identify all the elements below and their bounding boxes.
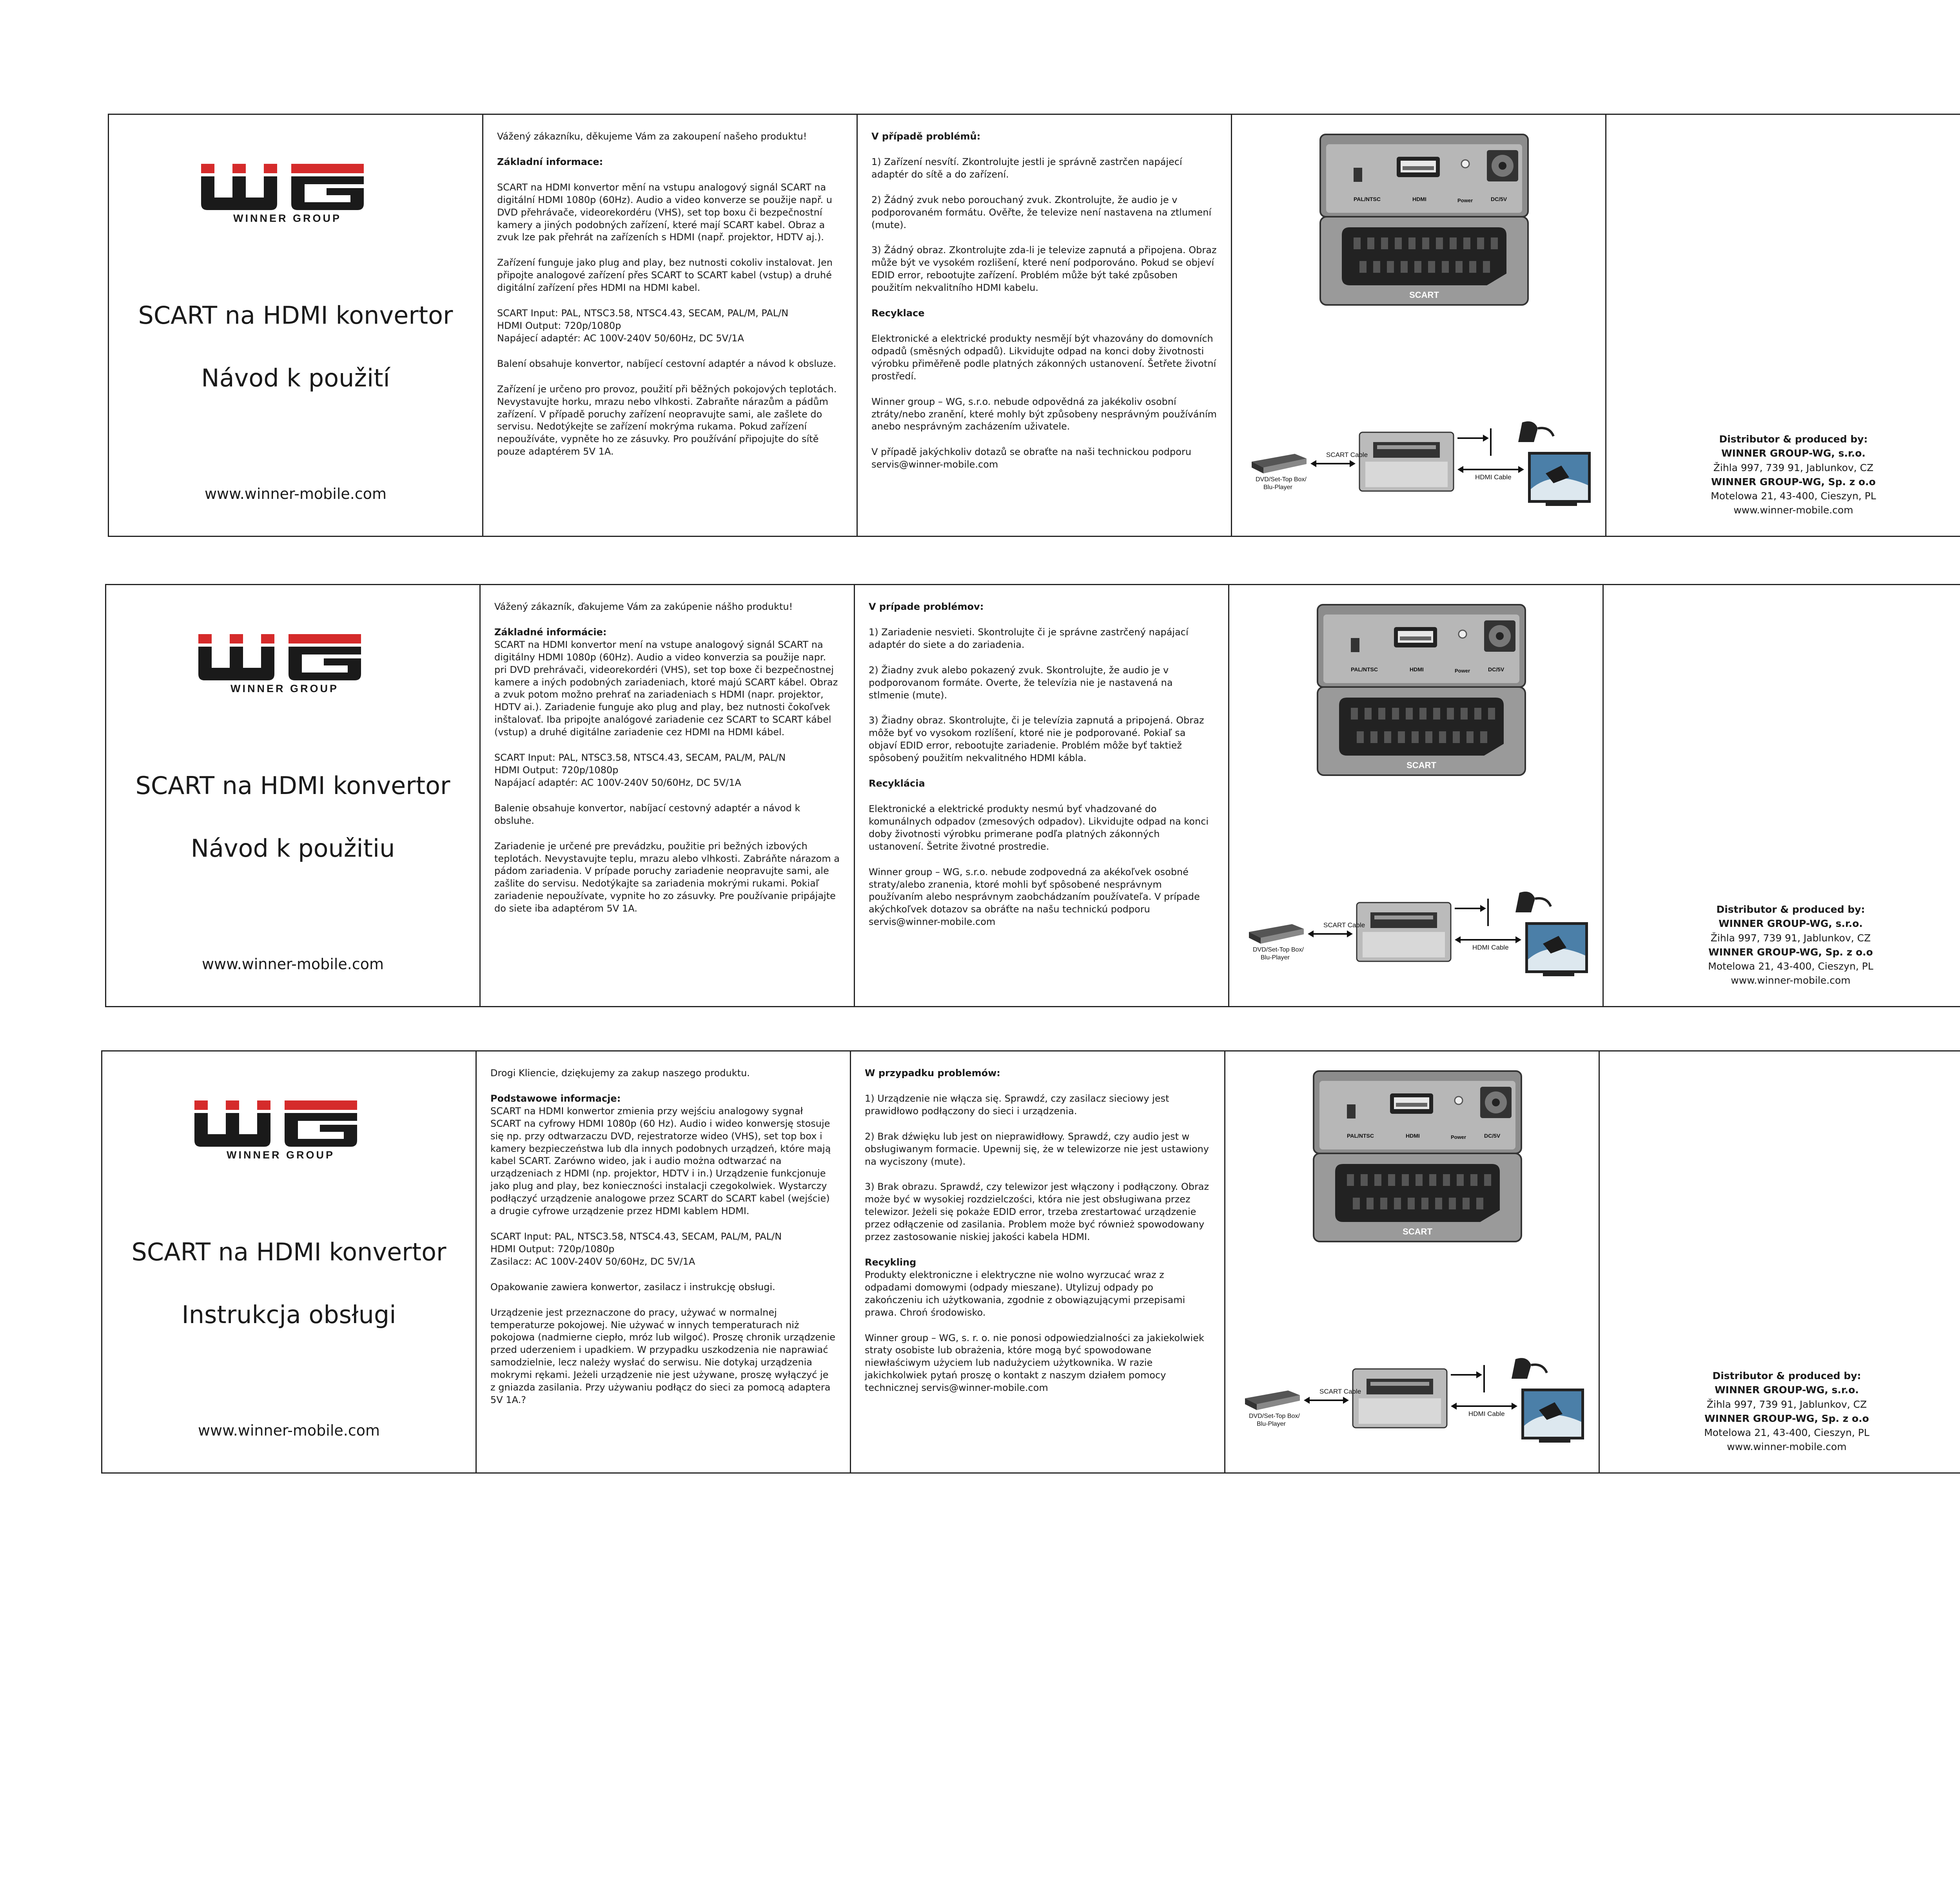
basic-paragraph-1: SCART na HDMI konwertor zmienia przy wejściu analogowy sygnał SCART na cyfrowy HDMI 1080p (60 Hz). Audio i wideo konwersję stosuje się np. przy odtwarzaczu DVD, rejestratorze wideo (VHS), set top box i kamery bezpieczeństwa lub dla innych podobnych urządzeń, które mają kabel SCART. Zarówno wideo, jak i audio można odtwarzać na urządzeniach z HDMI (np. projektor, HDTV i in.) Urządzenie funkcjonuje jako plug and play, bez konieczności instalacji czegokolwiek. Wystarczy podłączyć urządzenie analogowe przez SCART do SCART kabel (wejście) a drugie cyfrowe urządzenie przez HDMI kablem HDMI.: [490, 1105, 831, 1217]
source-label-2: Blu-Player: [1257, 1421, 1286, 1427]
problem-2: 2) Brak dźwięku lub jest on nieprawidłowy. Sprawdź, czy audio jest w obsługiwanym formacie. Upewnij się, że w telewizorze nie jest ustawiony na wyciszony (mute).: [865, 1131, 1209, 1167]
label-scart: SCART: [1406, 760, 1436, 770]
spec-adapter: Zasilacz: AC 100V-240V 50/60Hz, DC 5V/1A: [490, 1256, 695, 1267]
address-pl: Motelowa 21, 43-400, Cieszyn, PL: [1711, 490, 1876, 502]
website-link[interactable]: www.winner-mobile.com: [201, 955, 384, 973]
spec-input: SCART Input: PAL, NTSC3.58, NTSC4.43, SECAM, PAL/M, PAL/N: [490, 1231, 782, 1242]
info-panel: [477, 1051, 851, 1472]
connection-diagram: [1241, 1351, 1586, 1465]
safety-info: Urządzenie jest przeznaczone do pracy, używać w normalnej temperaturze pokojowej. Nie używać w innych temperaturach niż pokojowa (nadmierne ciepło, mróz lub wilgoć). Proszę chronik urządzenie przed uderzeniem i upadkiem. W przypadku uszkodzenia nie naprawiać samodzielnie, lecz należy wysłać do serwisu. Nie dotykaj urządzenia mokrymi rękami. Jeżeli urządzenie nie jest używane, proszę wyłączyć je z gniazda zasilania. Przy używaniu podłącz do sieci za pomocą adaptera 5V 1A.?: [490, 1307, 836, 1405]
scart-cable-label: SCART Cable: [1326, 451, 1368, 459]
label-power: Power: [1455, 668, 1470, 674]
address-cz: Žihla 997, 739 91, Jablunkov, CZ: [1706, 1398, 1867, 1410]
safety-info: Zařízení je určeno pro provoz, použití při běžných pokojových teplotách. Nevystavujte horku, mrazu nebo vlhkosti. Zabraňte nárazům a pádům zařízení. V případě poruchy zařízení neopravujte sami, ale zašlete do servisu. Nedotýkejte se zařízení mokrýma rukama. Pokud zařízení nepoužíváte, vypněte ho ze zásuvky. Pro používání připojujte do sítě pouze adaptérem 5V 1A.: [497, 383, 837, 457]
problems-heading: V případě problémů:: [871, 131, 981, 142]
winner-group-logo: [201, 164, 374, 225]
spec-adapter: Napájací adaptér: AC 100V-240V 50/60Hz, DC 5V/1A: [494, 777, 741, 788]
package-contents: Opakowanie zawiera konwertor, zasilacz i instrukcję obsługi.: [490, 1281, 775, 1293]
source-label-1: DVD/Set-Top Box/: [1253, 946, 1304, 953]
device-scart-view: [1316, 685, 1527, 777]
logo-text: WINNER GROUP: [230, 683, 339, 694]
company-cz: WINNER GROUP-WG, s.r.o.: [1719, 918, 1863, 930]
liability-text: Winner group – WG, s.r.o. nebude zodpovedná za akékoľvek osobné straty/alebo zranenia, ktoré mohli byť spôsobené nesprávnym používaním alebo nesprávnym zaobchádzaním používateľa. V prípade akýchkoľvek dotazov sa obráťte na našu technickú podporu servis@winner-mobile.com: [869, 866, 1200, 928]
doc-title: SCART na HDMI konvertor: [131, 1238, 446, 1266]
label-scart: SCART: [1403, 1227, 1432, 1236]
distributor-panel: [1606, 115, 1960, 536]
troubleshooting-panel: [858, 115, 1232, 536]
basic-heading: Základné informácie:: [494, 626, 607, 638]
problem-3: 3) Brak obrazu. Sprawdź, czy telewizor jest włączony i podłączony. Obraz może być w wysokiej rozdzielczości, która nie jest obsługiwana przez telewizor. Jeżeli się pokaże EDID error, trzeba zrestartować urządzenie przez odłączenie od zasilania. Problem może być również spowodowany przez zastosowanie niskiej jakości kabela HDMI.: [865, 1181, 1209, 1243]
contact-text: V případě jakýchkoliv dotazů se obraťte na naši technickou podporu servis@winner-mobile.com: [871, 446, 1192, 470]
doc-title: SCART na HDMI konvertor: [135, 771, 450, 800]
label-hdmi: HDMI: [1406, 1133, 1420, 1139]
device-top-view: [1312, 1069, 1523, 1155]
distributor-info: [1606, 432, 1960, 518]
distributor-heading: Distributor & produced by:: [1716, 904, 1865, 915]
sheet-cz: [108, 114, 1960, 537]
label-dc5v: DC/5V: [1491, 196, 1507, 202]
info-panel: [483, 115, 858, 536]
hdmi-cable-label: HDMI Cable: [1472, 944, 1509, 951]
company-pl: WINNER GROUP-WG, Sp. z o.o: [1711, 476, 1876, 488]
address-cz: Žihla 997, 739 91, Jablunkov, CZ: [1713, 462, 1874, 473]
troubleshooting-panel: [851, 1051, 1225, 1472]
website-link[interactable]: www.winner-mobile.com: [198, 1422, 380, 1439]
recycling-heading: Recykling: [865, 1256, 916, 1268]
distributor-heading: Distributor & produced by:: [1712, 1370, 1861, 1381]
recycling-heading: Recyklace: [871, 308, 925, 319]
distributor-website[interactable]: www.winner-mobile.com: [1727, 1441, 1847, 1453]
company-pl: WINNER GROUP-WG, Sp. z o.o: [1708, 946, 1873, 958]
address-cz: Žihla 997, 739 91, Jablunkov, CZ: [1710, 932, 1871, 944]
logo-text: WINNER GROUP: [227, 1149, 335, 1161]
problems-heading: V prípade problémov:: [869, 601, 984, 612]
recycling-heading: Recyklácia: [869, 778, 925, 789]
problem-2: 2) Žádný zvuk nebo porouchaný zvuk. Zkontrolujte, že audio je v podporovaném formátu. Ověřte, že televize není nastavena na ztlumení (mute).: [871, 194, 1212, 230]
label-pal-ntsc: PAL/NTSC: [1351, 666, 1378, 673]
company-cz: WINNER GROUP-WG, s.r.o.: [1721, 448, 1866, 459]
distributor-heading: Distributor & produced by:: [1719, 433, 1868, 445]
company-pl: WINNER GROUP-WG, Sp. z o.o: [1704, 1412, 1869, 1424]
doc-subtitle: Návod k použití: [201, 364, 390, 392]
label-hdmi: HDMI: [1412, 196, 1426, 202]
diagram-panel: [1229, 585, 1604, 1006]
problem-2: 2) Žiadny zvuk alebo pokazený zvuk. Skontrolujte, že audio je v podporovanom formáte. Overte, že televízia nie je nastavená na stlmenie (mute).: [869, 664, 1173, 701]
address-pl: Motelowa 21, 43-400, Cieszyn, PL: [1704, 1427, 1869, 1438]
logo-text: WINNER GROUP: [233, 212, 341, 224]
winner-group-logo: [198, 634, 371, 695]
label-pal-ntsc: PAL/NTSC: [1354, 196, 1381, 202]
basic-paragraph-1: SCART na HDMI konvertor mení na vstupe analogový signál SCART na digitálny HDMI 1080p (60Hz). Audio a video konverzia sa použije napr. pri DVD prehrávači, videorekordéri (VHS), set top boxe či bezpečnostnej kamere a iných podobných zariadeniach, ktoré majú SCART kábel. Obraz a zvuk potom možno prehrať na zariadeniach s HDMI (napr. projektor, HDTV ai.). Zariadenie funguje ako plug and play, bez nutnosti čokoľvek inštalovať. Iba pripojte analógové zariadenie cez SCART to SCART kábel (vstup) a druhé digitálne zariadenie cez HDMI na HDMI kábel.: [494, 639, 838, 738]
label-pal-ntsc: PAL/NTSC: [1347, 1133, 1374, 1139]
label-dc5v: DC/5V: [1484, 1133, 1501, 1139]
spec-output: HDMI Output: 720p/1080p: [497, 320, 621, 331]
spec-output: HDMI Output: 720p/1080p: [490, 1243, 615, 1254]
device-top-view: [1316, 603, 1527, 689]
device-scart-view: [1312, 1151, 1523, 1244]
problem-1: 1) Zařízení nesvítí. Zkontrolujte jestli je správně zastrčen napájecí adaptér do sítě a do zařízení.: [871, 156, 1182, 180]
doc-title: SCART na HDMI konvertor: [138, 301, 453, 330]
problem-3: 3) Žádný obraz. Zkontrolujte zda-li je televize zapnutá a připojena. Obraz může být ve vysokém rozlišení, které není podporováno. Pokud se objeví EDID error, rebootujte zařízení. Problém může být také způsoben použitím nekvalitního HDMI kabelu.: [871, 245, 1217, 294]
hdmi-cable-label: HDMI Cable: [1468, 1410, 1505, 1418]
distributor-info: [1604, 903, 1960, 988]
problem-3: 3) Žiadny obraz. Skontrolujte, či je televízia zapnutá a pripojená. Obraz môže byť vo vysokom rozlíšení, ktoré nie je podporované. Pokiaľ sa objaví EDID error, rebootujte zariadenie. Problém môže byť taktiež spôsobený použitím nekvalitného HDMI kábla.: [869, 715, 1204, 764]
package-contents: Balení obsahuje konvertor, nabíjecí cestovní adaptér a návod k obsluze.: [497, 358, 837, 369]
source-label-1: DVD/Set-Top Box/: [1249, 1413, 1300, 1419]
greeting: Vážený zákazník, ďakujeme Vám za zakúpenie nášho produktu!: [494, 601, 793, 612]
label-hdmi: HDMI: [1410, 666, 1424, 673]
sheet-pl: [101, 1050, 1960, 1474]
problems-heading: W przypadku problemów:: [865, 1068, 1000, 1079]
recycling-text: Produkty elektroniczne i elektryczne nie wolno wyrzucać wraz z odpadami domowymi (odpady mieszane). Utylizuj odpady po zakończeniu ich użytkowania, zgodnie z obowiązującymi przepisami prawa. Chroń środowisko.: [865, 1269, 1185, 1318]
scart-cable-label: SCART Cable: [1319, 1388, 1361, 1395]
recycling-text: Elektronické a elektrické produkty nesmú byť vhadzované do komunálnych odpadov (zmesových odpadov). Likvidujte odpad na konci doby životnosti výrobku primerane podľa platných zákonných ustanovení. Šetrite životné prostredie.: [869, 803, 1209, 852]
winner-group-logo: [194, 1100, 367, 1161]
basic-paragraph-1: SCART na HDMI konvertor mění na vstupu analogový signál SCART na digitální HDMI 1080p (60Hz). Audio a video konverze se použije např. u DVD přehrávače, videorekordéru (VHS), set top boxu či bezpečnostní kamery a jiných podobných zařízení, které mají SCART kabel. Obraz a zvuk lze pak přehrát na zařízeních s HDMI (např. projektor, HDTV aj.).: [497, 181, 832, 243]
distributor-info: [1600, 1369, 1960, 1454]
label-power: Power: [1451, 1134, 1466, 1140]
distributor-website[interactable]: www.winner-mobile.com: [1731, 975, 1851, 986]
label-power: Power: [1457, 198, 1473, 203]
spec-input: SCART Input: PAL, NTSC3.58, NTSC4.43, SECAM, PAL/M, PAL/N: [497, 308, 789, 319]
spec-output: HDMI Output: 720p/1080p: [494, 764, 619, 776]
company-cz: WINNER GROUP-WG, s.r.o.: [1715, 1384, 1859, 1396]
diagram-panel: [1225, 1051, 1600, 1472]
source-label-2: Blu-Player: [1261, 954, 1290, 961]
sheet-sk: [105, 584, 1960, 1007]
package-contents: Balenie obsahuje konvertor, nabíjací cestovný adaptér a návod k obsluhe.: [494, 802, 800, 826]
hdmi-cable-label: HDMI Cable: [1475, 473, 1512, 481]
source-label-1: DVD/Set-Top Box/: [1256, 476, 1307, 483]
greeting: Drogi Kliencie, dziękujemy za zakup naszego produktu.: [490, 1068, 750, 1079]
problem-1: 1) Urządzenie nie włącza się. Sprawdź, czy zasilacz sieciowy jest prawidłowo podłączony do sieci i urządzenia.: [865, 1093, 1169, 1117]
source-label-2: Blu-Player: [1263, 484, 1292, 491]
device-scart-view: [1318, 215, 1530, 307]
connection-diagram: [1248, 415, 1593, 528]
spec-adapter: Napájecí adaptér: AC 100V-240V 50/60Hz, DC 5V/1A: [497, 332, 744, 344]
cover-panel: [102, 1051, 477, 1472]
liability-text: Winner group – WG, s. r. o. nie ponosi odpowiedzialności za jakiekolwiek straty osobiste lub obrażenia, które mogą być spowodowane niewłaściwym użyciem lub nadużyciem użytkownika. W razie jakichkolwiek pytań proszę o kontakt z naszym działem pomocy technicznej servis@winner-mobile.com: [865, 1332, 1204, 1394]
device-top-view: [1318, 132, 1530, 219]
problem-1: 1) Zariadenie nesvieti. Skontrolujte či je správne zastrčený napájací adaptér do siete a do zariadenia.: [869, 626, 1189, 650]
scart-cable-label: SCART Cable: [1323, 921, 1365, 929]
liability-text: Winner group – WG, s.r.o. nebude odpovědná za jakékoliv osobní ztráty/nebo zranění, které mohly být způsobeny nesprávným používáním anebo nesprávným zacházením uživatele.: [871, 396, 1217, 432]
distributor-panel: [1600, 1051, 1960, 1472]
distributor-panel: [1604, 585, 1960, 1006]
recycling-text: Elektronické a elektrické produkty nesmějí být vhazovány do domovních odpadů (směsných odpadů). Likvidujte odpad na konci doby životnosti výrobku přiměřeně podle platných zákonných ustanovení. Šetřete životní prostředí.: [871, 333, 1216, 382]
safety-info: Zariadenie je určené pre prevádzku, použitie pri bežných izbových teplotách. Nevystavujte teplu, mrazu alebo vlhkosti. Zabráňte nárazom a pádom zariadenia. V prípade poruchy zariadenie neopravujte sami, ale zašlite do servisu. Nedotýkajte sa zariadenia mokrými rukami. Pokiaľ zariadenie nepoužívate, vypnite ho zo zásuvky. Pre používanie pripájajte do siete iba adaptérom 5V 1A.: [494, 840, 840, 914]
address-pl: Motelowa 21, 43-400, Cieszyn, PL: [1708, 961, 1873, 972]
troubleshooting-panel: [855, 585, 1229, 1006]
cover-panel: [106, 585, 481, 1006]
basic-heading: Základní informace:: [497, 156, 603, 167]
website-link[interactable]: www.winner-mobile.com: [204, 485, 387, 502]
basic-paragraph-2: Zařízení funguje jako plug and play, bez nutnosti cokoliv instalovat. Jen připojte analogové zařízení přes SCART to SCART kabel (vstup) a druhé digitální zařízení přes HDMI na HDMI kabel.: [497, 257, 833, 294]
cover-panel: [109, 115, 483, 536]
info-panel: [481, 585, 855, 1006]
distributor-website[interactable]: www.winner-mobile.com: [1733, 504, 1853, 516]
greeting: Vážený zákazníku, děkujeme Vám za zakoupení našeho produktu!: [497, 131, 807, 142]
diagram-panel: [1232, 115, 1606, 536]
doc-subtitle: Návod k použitiu: [191, 834, 395, 863]
connection-diagram: [1245, 885, 1590, 999]
label-scart: SCART: [1409, 290, 1439, 300]
basic-heading: Podstawowe informacje:: [490, 1093, 621, 1104]
label-dc5v: DC/5V: [1488, 666, 1504, 673]
doc-subtitle: Instrukcja obsługi: [181, 1300, 396, 1329]
spec-input: SCART Input: PAL, NTSC3.58, NTSC4.43, SECAM, PAL/M, PAL/N: [494, 752, 786, 763]
